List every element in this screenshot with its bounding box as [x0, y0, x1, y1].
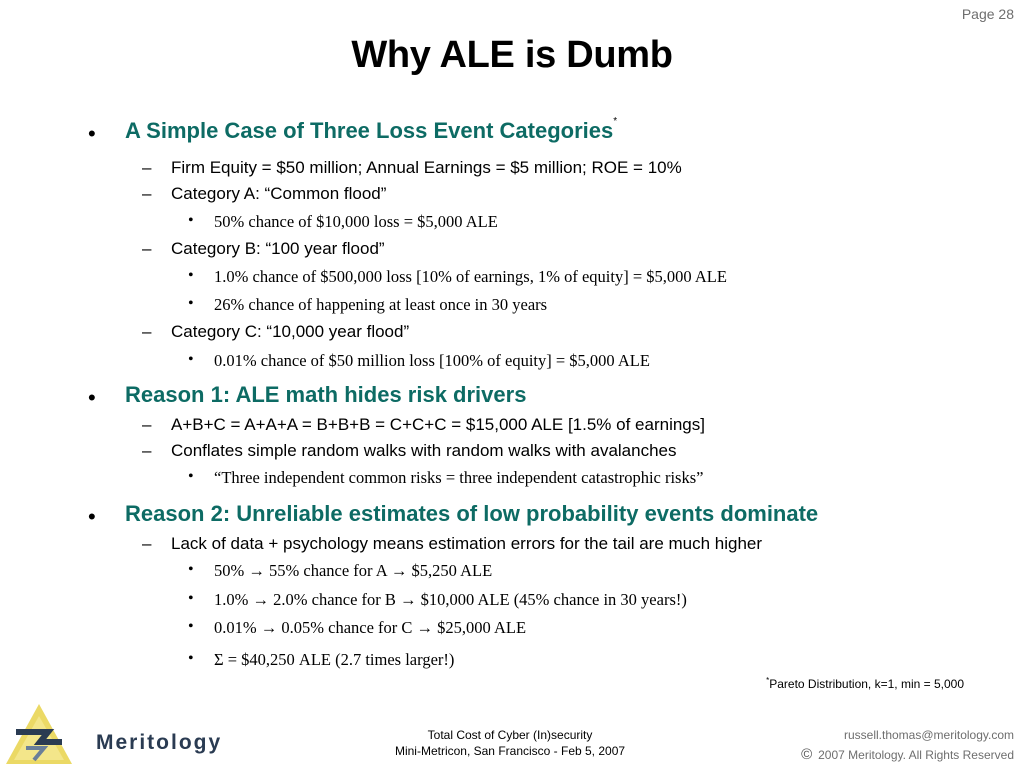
- footnote: [766, 676, 964, 691]
- bullet-text-content: Category C: “10,000 year flood”: [171, 322, 410, 341]
- bullet-marker: •: [188, 212, 194, 229]
- bullet-marker: –: [142, 415, 152, 434]
- footer-contact: [801, 725, 1014, 765]
- bullet-text: [214, 650, 454, 670]
- bullet-marker: •: [188, 590, 194, 607]
- bullet-marker: –: [142, 534, 152, 553]
- bullet-text-content: Category B: “100 year flood”: [171, 239, 385, 258]
- bullet-marker: –: [142, 158, 152, 177]
- footer-event: [300, 727, 720, 759]
- bullet-marker: •: [188, 561, 194, 578]
- bullet-text: [171, 441, 677, 461]
- bullet-text: [171, 322, 409, 342]
- copyright: [801, 745, 1014, 765]
- bullet-text: [125, 501, 818, 527]
- footnote-marker: *: [766, 676, 770, 685]
- bullet-text-content: Reason 1: ALE math hides risk drivers: [125, 382, 527, 407]
- bullet-marker: •: [88, 504, 96, 529]
- bullet-marker: •: [88, 121, 96, 146]
- bullet-text-content: Lack of data + psychology means estimation errors for the tail are much higher: [171, 534, 763, 553]
- bullet-text-content: 0.01% → 0.05% chance for C → $25,000 ALE: [214, 618, 527, 637]
- bullet-marker: •: [188, 650, 194, 667]
- bullet-text: [171, 534, 762, 554]
- bullet-text: [171, 415, 705, 435]
- bullet-text: [214, 618, 526, 638]
- meritology-logo-icon: [4, 702, 74, 766]
- bullet-text: [125, 382, 526, 408]
- bullet-marker: –: [142, 184, 152, 203]
- bullet-text-content: 50% → 55% chance for A → $5,250 ALE: [214, 561, 493, 580]
- bullet-text-content: 1.0% → 2.0% chance for B → $10,000 ALE (45% chance in 30 years!): [214, 590, 687, 609]
- bullet-text-content: 0.01% chance of $50 million loss [100% of equity] = $5,000 ALE: [214, 351, 650, 370]
- bullet-marker: •: [188, 267, 194, 284]
- bullet-marker: •: [88, 385, 96, 410]
- bullet-text: [171, 239, 385, 259]
- copyright-text: 2007 Meritology. All Rights Reserved: [818, 748, 1014, 762]
- footnote-text: Pareto Distribution, k=1, min = 5,000: [769, 677, 964, 691]
- bullet-marker: •: [188, 351, 194, 368]
- bullet-marker: –: [142, 441, 152, 460]
- bullet-text: [214, 295, 547, 315]
- bullet-marker: •: [188, 295, 194, 312]
- bullet-text: [171, 184, 386, 204]
- bullet-text-content: 1.0% chance of $500,000 loss [10% of earnings, 1% of equity] = $5,000 ALE: [214, 267, 727, 286]
- bullet-text: [125, 118, 617, 144]
- copyright-symbol: ©: [801, 746, 813, 763]
- bullet-text: [214, 351, 650, 371]
- page-number: Page 28: [961, 6, 1014, 22]
- bullet-text: [214, 468, 703, 488]
- bullet-marker: •: [188, 618, 194, 635]
- bullet-text: [214, 590, 687, 610]
- footnote-reference: *: [613, 116, 618, 127]
- bullet-text-content: A Simple Case of Three Loss Event Categories: [125, 118, 614, 143]
- bullet-text-content: A+B+C = A+A+A = B+B+B = C+C+C = $15,000 ALE [1.5% of earnings]: [171, 415, 705, 434]
- bullet-marker: –: [142, 239, 152, 258]
- footer-event-details: Mini-Metricon, San Francisco - Feb 5, 2007: [394, 744, 626, 758]
- footer-event-title: Total Cost of Cyber (In)security: [427, 728, 593, 742]
- bullet-marker: •: [188, 468, 194, 485]
- bullet-text-content: Firm Equity = $50 million; Annual Earnings = $5 million; ROE = 10%: [171, 158, 682, 177]
- bullet-text: [214, 267, 727, 287]
- bullet-text-content: 26% chance of happening at least once in 30 years: [214, 295, 548, 314]
- bullet-text: [214, 561, 492, 581]
- bullet-text-content: Conflates simple random walks with random walks with avalanches: [171, 441, 677, 460]
- contact-email[interactable]: russell.thomas@meritology.com: [843, 728, 1014, 742]
- slide-title: Why ALE is Dumb: [351, 34, 673, 76]
- bullet-text-content: Σ = $40,250 ALE (2.7 times larger!): [214, 650, 455, 669]
- bullet-text-content: Category A: “Common flood”: [171, 184, 387, 203]
- bullet-text-content: 50% chance of $10,000 loss = $5,000 ALE: [214, 212, 498, 231]
- bullet-text: [214, 212, 498, 232]
- bullet-text-content: “Three independent common risks = three independent catastrophic risks”: [214, 468, 704, 487]
- bullet-marker: –: [142, 322, 152, 341]
- bullet-text: [171, 158, 682, 178]
- logo-wordmark: Meritology: [96, 731, 223, 754]
- bullet-text-content: Reason 2: Unreliable estimates of low probability events dominate: [125, 501, 819, 526]
